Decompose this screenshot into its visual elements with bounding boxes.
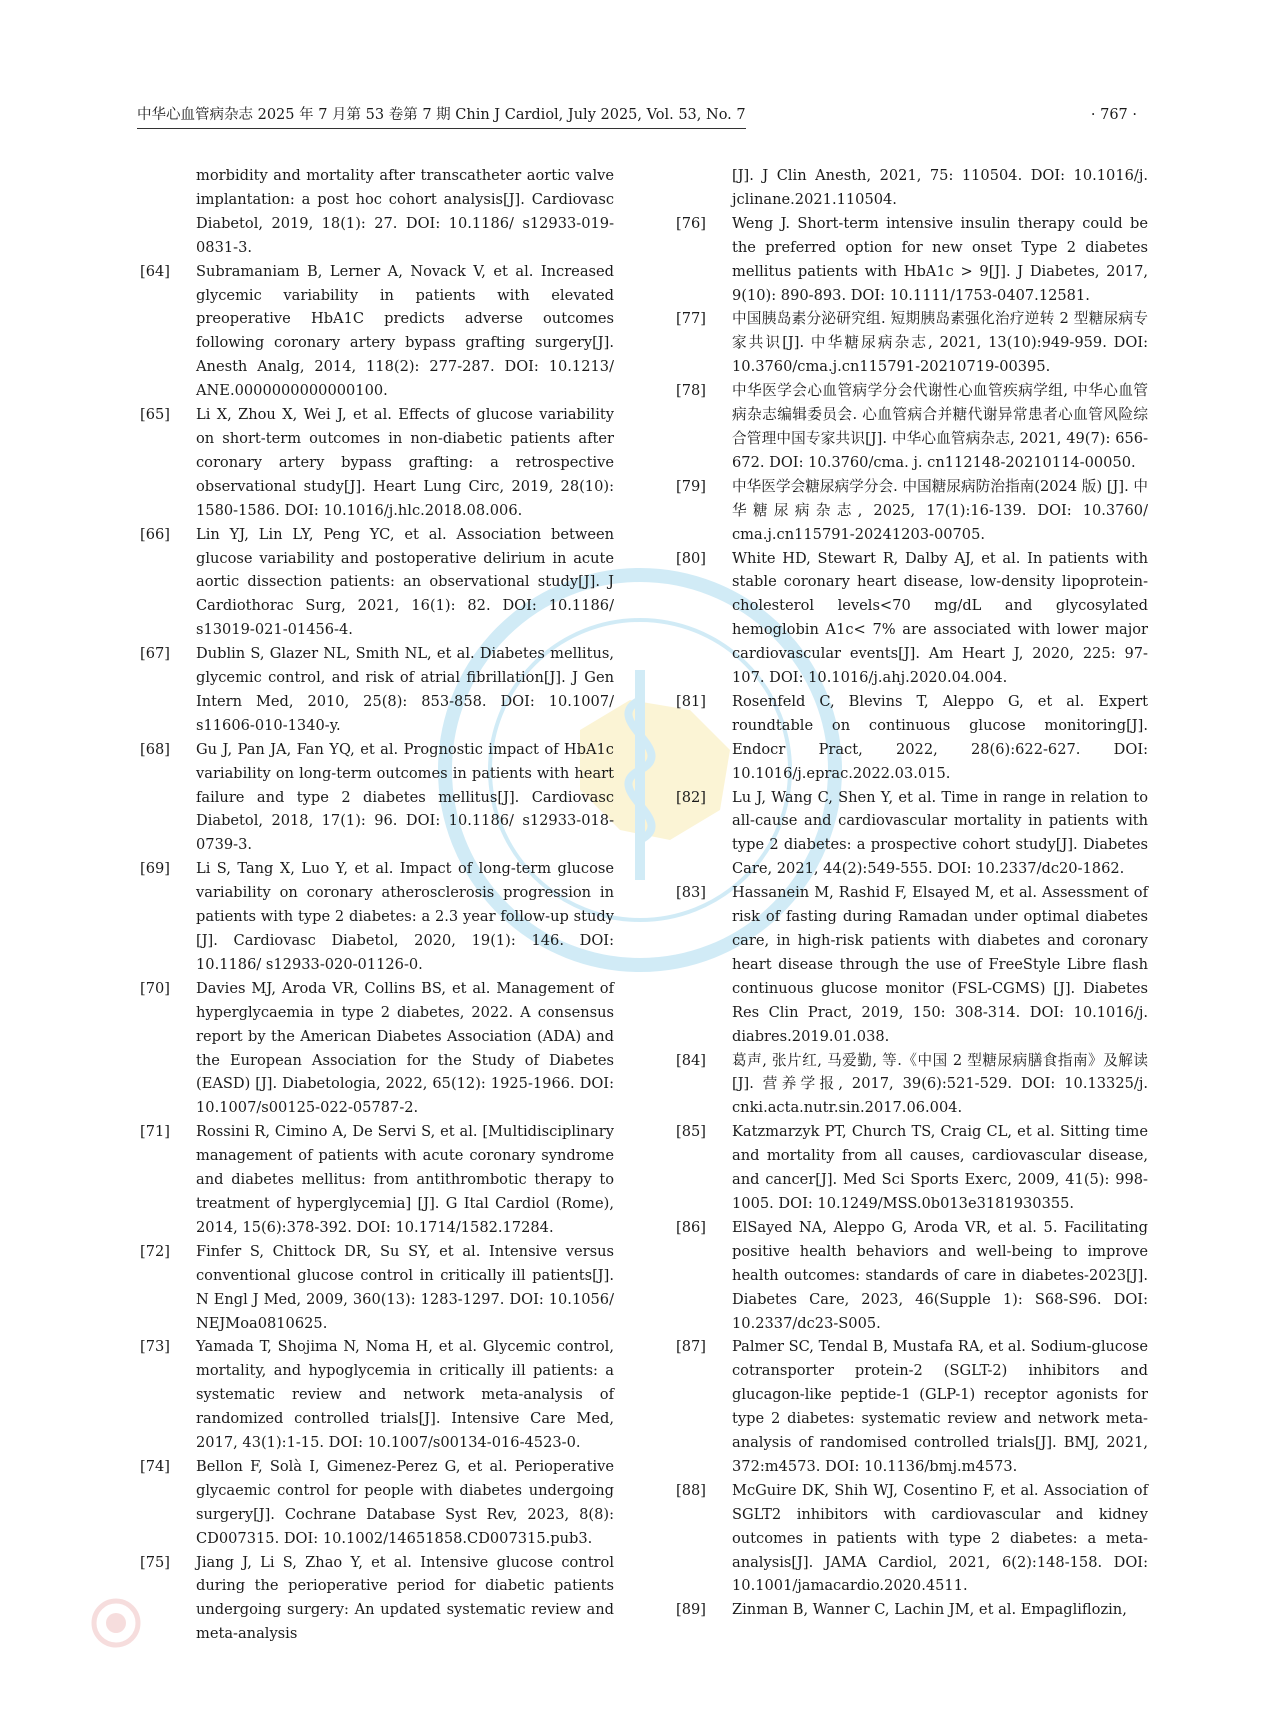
reference-number: [64]: [140, 262, 170, 280]
reference-number: [89]: [676, 1601, 706, 1619]
reference-entry: [676, 690, 1148, 786]
running-header: [137, 104, 1137, 130]
reference-entry: [140, 523, 614, 643]
reference-text: ElSayed NA, Aleppo G, Aroda VR, et al. 5. Facilitating positive health behaviors and well-being to improve health outcomes: standards of care in diabetes-2023[J]. Diabetes Care, 2023, 46(Supple 1): S68-S96. DOI: 10.2337/dc23-S005.: [732, 1218, 1148, 1332]
reference-entry: [676, 1216, 1148, 1336]
reference-text: Subramaniam B, Lerner A, Novack V, et al. Increased glycemic variability in patients with elevated preoperative HbA1C predicts adverse outcomes following coronary artery bypass grafting surgery[J]. Anesth Analg, 2014, 118(2): 277-287. DOI: 10.1213/ ANE.0000000000000100.: [196, 262, 614, 400]
reference-entry: [676, 1335, 1148, 1478]
reference-number: [72]: [140, 1242, 170, 1260]
reference-number: [79]: [676, 477, 706, 495]
reference-number: [71]: [140, 1123, 170, 1141]
reference-text: Weng J. Short-term intensive insulin therapy could be the preferred option for new onset Type 2 diabetes mellitus patients with HbA1c > 9[J]. J Diabetes, 2017, 9(10): 890-893. DOI: 10.1111/1753-0407.12581.: [732, 214, 1148, 304]
reference-entry: [140, 1240, 614, 1336]
reference-text: Palmer SC, Tendal B, Mustafa RA, et al. Sodium-glucose cotransporter protein-2 (SGLT-2) inhibitors and glucagon-like peptide-1 (GLP-1) receptor agonists for type 2 diabetes: systematic review and network meta-analysis of randomised controlled trials[J]. BMJ, 2021, 372:m4573. DOI: 10.1136/bmj.m4573.: [732, 1338, 1148, 1475]
reference-entry: [676, 786, 1148, 882]
reference-number: [86]: [676, 1218, 706, 1236]
reference-text: McGuire DK, Shih WJ, Cosentino F, et al. Association of SGLT2 inhibitors with cardiovascular and kidney outcomes in patients with type 2 diabetes: a meta-analysis[J]. JAMA Cardiol, 2021, 6(2):148-158. DOI: 10.1001/jamacardio.2020.4511.: [732, 1481, 1148, 1595]
reference-entry: [140, 1455, 614, 1551]
reference-number: [78]: [676, 382, 706, 400]
reference-number: [69]: [140, 860, 170, 878]
reference-text: Davies MJ, Aroda VR, Collins BS, et al. Management of hyperglycaemia in type 2 diabetes, 2022. A consensus report by the American Diabetes Association (ADA) and the European Association for the Study of Diabetes (EASD) [J]. Diabetologia, 2022, 65(12): 1925-1966. DOI: 10.1007/s00125-022-05787-2.: [196, 979, 614, 1117]
page-number: · 767 ·: [1090, 107, 1137, 123]
reference-number: [88]: [676, 1481, 706, 1499]
reference-continuation: [J]. J Clin Anesth, 2021, 75: 110504. DOI: 10.1016/j. jclinane.2021.110504.: [732, 167, 1148, 208]
reference-number: [76]: [676, 214, 706, 232]
reference-entry: [676, 475, 1148, 547]
reference-continuation: morbidity and mortality after transcatheter aortic valve implantation: a post hoc cohort analysis[J]. Cardiovasc Diabetol, 2019, 18(1): 27. DOI: 10.1186/ s12933-019-0831-3.: [196, 167, 614, 256]
reference-text: Hassanein M, Rashid F, Elsayed M, et al. Assessment of risk of fasting during Ramadan under optimal diabetes care, in high-risk patients with diabetes and coronary heart disease through the use of FreeStyle Libre flash continuous glucose monitor (FSL-CGMS) [J]. Diabetes Res Clin Pract, 2019, 150: 308-314. DOI: 10.1016/j. diabres.2019.01.038.: [732, 884, 1148, 1045]
reference-number: [74]: [140, 1457, 170, 1475]
reference-text: Katzmarzyk PT, Church TS, Craig CL, et al. Sitting time and mortality from all causes, cardiovascular disease, and cancer[J]. Med Sci Sports Exerc, 2009, 41(5): 998-1005. DOI: 10.1249/MSS.0b013e3181930355.: [732, 1123, 1148, 1212]
reference-text: 中国胰岛素分泌研究组. 短期胰岛素强化治疗逆转 2 型糖尿病专家共识[J]. 中华糖尿病杂志, 2021, 13(10):949-959. DOI: 10.3760/cma.j.cn115791-20210719-00395.: [732, 310, 1148, 376]
reference-entry: [676, 881, 1148, 1048]
reference-text: Lu J, Wang C, Shen Y, et al. Time in range in relation to all-cause and cardiovascular mortality in patients with type 2 diabetes: a prospective cohort study[J]. Diabetes Care, 2021, 44(2):549-555. DOI: 10.2337/dc20-1862.: [732, 788, 1148, 878]
reference-text: 中华医学会糖尿病学分会. 中国糖尿病防治指南(2024 版) [J]. 中华糖尿病杂志, 2025, 17(1):16-139. DOI: 10.3760/ cma.j.cn115791-20241203-00705.: [732, 477, 1148, 543]
reference-entry: [140, 403, 614, 523]
reference-text: Li S, Tang X, Luo Y, et al. Impact of long-term glucose variability on coronary atherosclerosis progression in patients with type 2 diabetes: a 2.3 year follow-up study [J]. Cardiovasc Diabetol, 2020, 19(1): 146. DOI: 10.1186/ s12933-020-01126-0.: [196, 860, 614, 973]
reference-number: [80]: [676, 549, 706, 567]
reference-entry: [676, 1049, 1148, 1121]
reference-entry: [140, 977, 614, 1120]
reference-text: Bellon F, Solà I, Gimenez-Perez G, et al. Perioperative glycaemic control for people with diabetes undergoing surgery[J]. Cochrane Database Syst Rev, 2023, 8(8): CD007315. DOI: 10.1002/14651858.CD007315.pub3.: [196, 1457, 614, 1547]
reference-number: [65]: [140, 406, 170, 424]
reference-number: [85]: [676, 1123, 706, 1141]
reference-entry: [676, 547, 1148, 690]
reference-text: 葛声, 张片红, 马爱勤, 等.《中国 2 型糖尿病膳食指南》及解读[J]. 营养学报, 2017, 39(6):521-529. DOI: 10.13325/j. cnki.acta.nutr.sin.2017.06.004.: [732, 1051, 1148, 1117]
reference-text: Lin YJ, Lin LY, Peng YC, et al. Association between glucose variability and postoperative delirium in acute aortic dissection patients: an observational study[J]. J Cardiothorac Surg, 2021, 16(1): 82. DOI: 10.1186/ s13019-021-01456-4.: [196, 525, 614, 639]
reference-text: Yamada T, Shojima N, Noma H, et al. Glycemic control, mortality, and hypoglycemia in critically ill patients: a systematic review and network meta-analysis of randomized controlled trials[J]. Intensive Care Med, 2017, 43(1):1-15. DOI: 10.1007/s00134-016-4523-0.: [196, 1338, 614, 1452]
reference-text: Rosenfeld C, Blevins T, Aleppo G, et al. Expert roundtable on continuous glucose monitoring[J]. Endocr Pract, 2022, 28(6):622-627. DOI: 10.1016/j.eprac.2022.03.015.: [732, 692, 1148, 782]
journal-info: 中华心血管病杂志 2025 年 7 月第 53 卷第 7 期 Chin J Cardiol, July 2025, Vol. 53, No. 7: [137, 104, 746, 129]
reference-entry: [140, 1120, 614, 1240]
reference-entry: [676, 1479, 1148, 1599]
reference-text: Finfer S, Chittock DR, Su SY, et al. Intensive versus conventional glucose control in critically ill patients[J]. N Engl J Med, 2009, 360(13): 1283-1297. DOI: 10.1056/ NEJMoa0810625.: [196, 1242, 614, 1332]
reference-text: Gu J, Pan JA, Fan YQ, et al. Prognostic impact of HbA1c variability on long-term outcomes in patients with heart failure and type 2 diabetes mellitus[J]. Cardiovasc Diabetol, 2018, 17(1): 96. DOI: 10.1186/ s12933-018-0739-3.: [196, 740, 614, 854]
reference-number: [81]: [676, 692, 706, 710]
reference-entry: [140, 1551, 614, 1647]
reference-entry: [676, 307, 1148, 379]
reference-number: [73]: [140, 1338, 170, 1356]
reference-entry: [140, 260, 614, 403]
reference-number: [82]: [676, 788, 706, 806]
reference-entry: [676, 212, 1148, 308]
reference-entry: [140, 857, 614, 977]
reference-number: [75]: [140, 1553, 170, 1571]
reference-text: White HD, Stewart R, Dalby AJ, et al. In patients with stable coronary heart disease, low-density lipoprotein-cholesterol levels<70 mg/dL and glycosylated hemoglobin A1c< 7% are associated with lower major cardiovascular events[J]. Am Heart J, 2020, 225: 97-107. DOI: 10.1016/j.ahj.2020.04.004.: [732, 549, 1148, 687]
reference-entry: [140, 738, 614, 858]
reference-number: [84]: [676, 1051, 706, 1069]
reference-column-left: [140, 164, 614, 1646]
reference-entry: [676, 1120, 1148, 1216]
reference-number: [70]: [140, 979, 170, 997]
reference-text: Zinman B, Wanner C, Lachin JM, et al. Empagliflozin,: [732, 1601, 1127, 1619]
reference-entry: [676, 379, 1148, 475]
reference-text: Li X, Zhou X, Wei J, et al. Effects of glucose variability on short-term outcomes in non-diabetic patients after coronary artery bypass grafting: a retrospective observational study[J]. Heart Lung Circ, 2019, 28(10): 1580-1586. DOI: 10.1016/j.hlc.2018.08.006.: [196, 406, 614, 519]
reference-number: [83]: [676, 884, 706, 902]
reference-entry: [676, 1598, 1148, 1622]
reference-text: 中华医学会心血管病学分会代谢性心血管疾病学组, 中华心血管病杂志编辑委员会. 心血管病合并糖代谢异常患者心血管风险综合管理中国专家共识[J]. 中华心血管病杂志, 2021, 49(7): 656-672. DOI: 10.3760/cma. j. cn112148-20210114-00050.: [732, 382, 1148, 471]
reference-number: [68]: [140, 740, 170, 758]
reference-text: Jiang J, Li S, Zhao Y, et al. Intensive glucose control during the perioperative period for diabetic patients undergoing surgery: An updated systematic review and meta-analysis: [196, 1553, 614, 1643]
reference-text: Rossini R, Cimino A, De Servi S, et al. [Multidisciplinary management of patients with acute coronary syndrome and diabetes mellitus: from antithrombotic therapy to treatment of hyperglycemia] [J]. G Ital Cardiol (Rome), 2014, 15(6):378-392. DOI: 10.1714/1582.17284.: [196, 1123, 614, 1236]
reference-number: [77]: [676, 310, 706, 328]
reference-number: [66]: [140, 525, 170, 543]
reference-text: Dublin S, Glazer NL, Smith NL, et al. Diabetes mellitus, glycemic control, and risk of atrial fibrillation[J]. J Gen Intern Med, 2010, 25(8): 853-858. DOI: 10.1007/ s11606-010-1340-y.: [196, 645, 614, 734]
reference-number: [87]: [676, 1338, 706, 1356]
reference-entry: [140, 642, 614, 738]
reference-column-right: [676, 164, 1148, 1622]
reference-number: [67]: [140, 645, 170, 663]
reference-entry: [140, 1335, 614, 1455]
